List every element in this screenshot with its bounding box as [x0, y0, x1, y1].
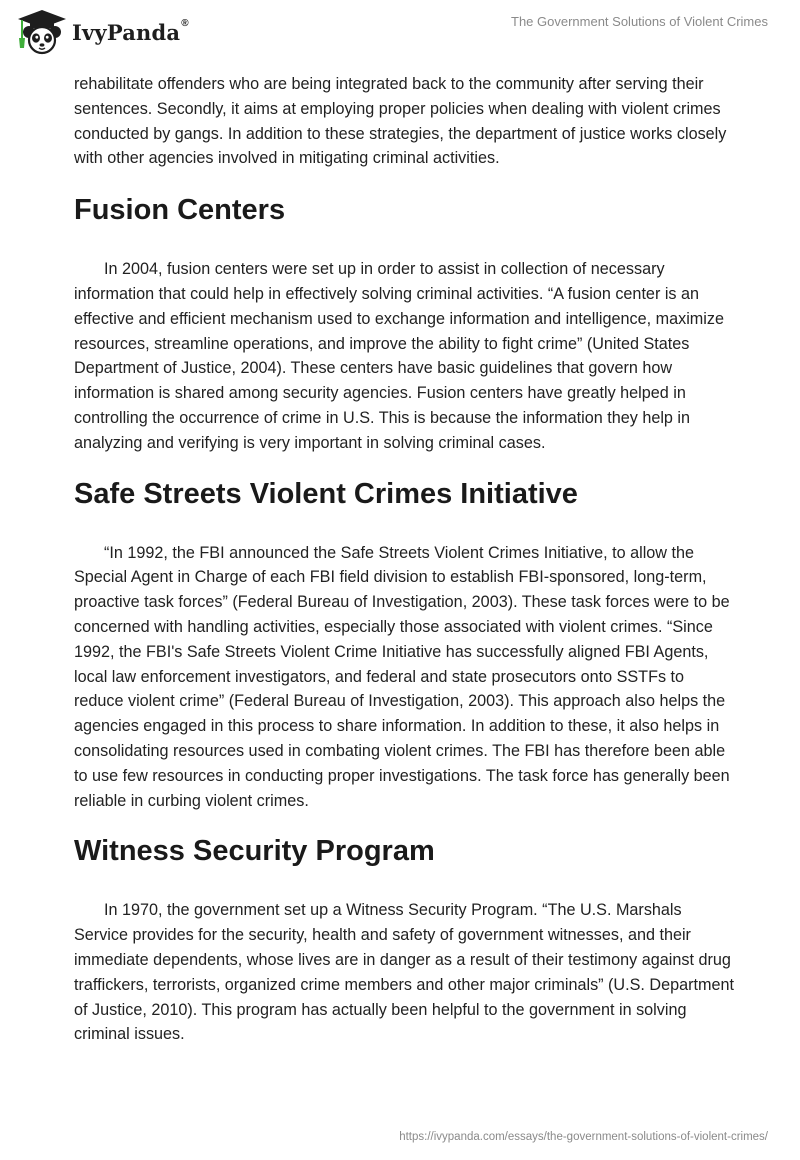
section-heading-fusion-centers: Fusion Centers	[74, 194, 286, 227]
section-paragraph-witness-security: In 1970, the government set up a Witness Security Program. “The U.S. Marshals Service provides for the security, health and safety of government witnesses, and their immediate dependents, whose lives are in danger as a result of their testimony against drug traffickers, terrorists, organized crime members and other major criminals” (U.S. Department of Justice, 2010). This program has actually been helpful to the government in solving criminal issues.	[74, 901, 734, 1044]
section-heading-witness-security: Witness Security Program	[74, 835, 435, 868]
document-title: The Government Solutions of Violent Crimes	[511, 14, 768, 29]
registered-mark: ®	[181, 17, 189, 29]
page-header	[0, 0, 800, 70]
brand-name: IvyPanda®	[72, 17, 189, 45]
section-heading-safe-streets: Safe Streets Violent Crimes Initiative	[74, 477, 578, 510]
article-body	[74, 72, 734, 1047]
section-paragraph-safe-streets: “In 1992, the FBI announced the Safe Streets Violent Crimes Initiative, to allow the Special Agent in Charge of each FBI field division to establish FBI-sponsored, long-term, proactive task forces” (Federal Bureau of Investigation, 2003). These task forces were to be concerned with handling activities, especially those associated with violent crimes. “Since 1992, the FBI's Safe Streets Violent Crime Initiative has successfully aligned FBI Agents, local law enforcement investigators, and federal and state prosecutors onto SSTFs to reduce violent crime” (Federal Bureau of Investigation, 2003). This approach also helps the agencies engaged in this process to share information. In addition to these, it also helps in consolidating resources used in combating violent crimes. The FBI has therefore been able to use few resources in conducting proper investigations. The task force has generally been reliable in curbing violent crimes.	[74, 543, 730, 810]
panda-graduation-cap-icon	[14, 8, 70, 56]
intro-paragraph: rehabilitate offenders who are being integrated back to the community after serving their sentences. Secondly, it aims at employing proper policies when dealing with violent crimes conducted by gangs. In addition to these strategies, the department of justice works closely with other agencies involved in mitigating criminal activities.	[74, 75, 727, 168]
ivypanda-logo[interactable]	[14, 8, 189, 56]
section-paragraph-fusion-centers: In 2004, fusion centers were set up in order to assist in collection of necessary information that could help in effectively solving criminal activities. “A fusion center is an effective and efficient mechanism used to exchange information and intelligence, maximize resources, streamline operations, and improve the ability to fight crime” (United States Department of Justice, 2004). These centers have basic guidelines that govern how information is shared among security agencies. Fusion centers have greatly helped in controlling the occurrence of crime in U.S. This is because the information they help in analyzing and verifying is very important in solving criminal cases.	[74, 260, 724, 452]
source-url[interactable]: https://ivypanda.com/essays/the-government-solutions-of-violent-crimes/	[399, 1131, 768, 1143]
